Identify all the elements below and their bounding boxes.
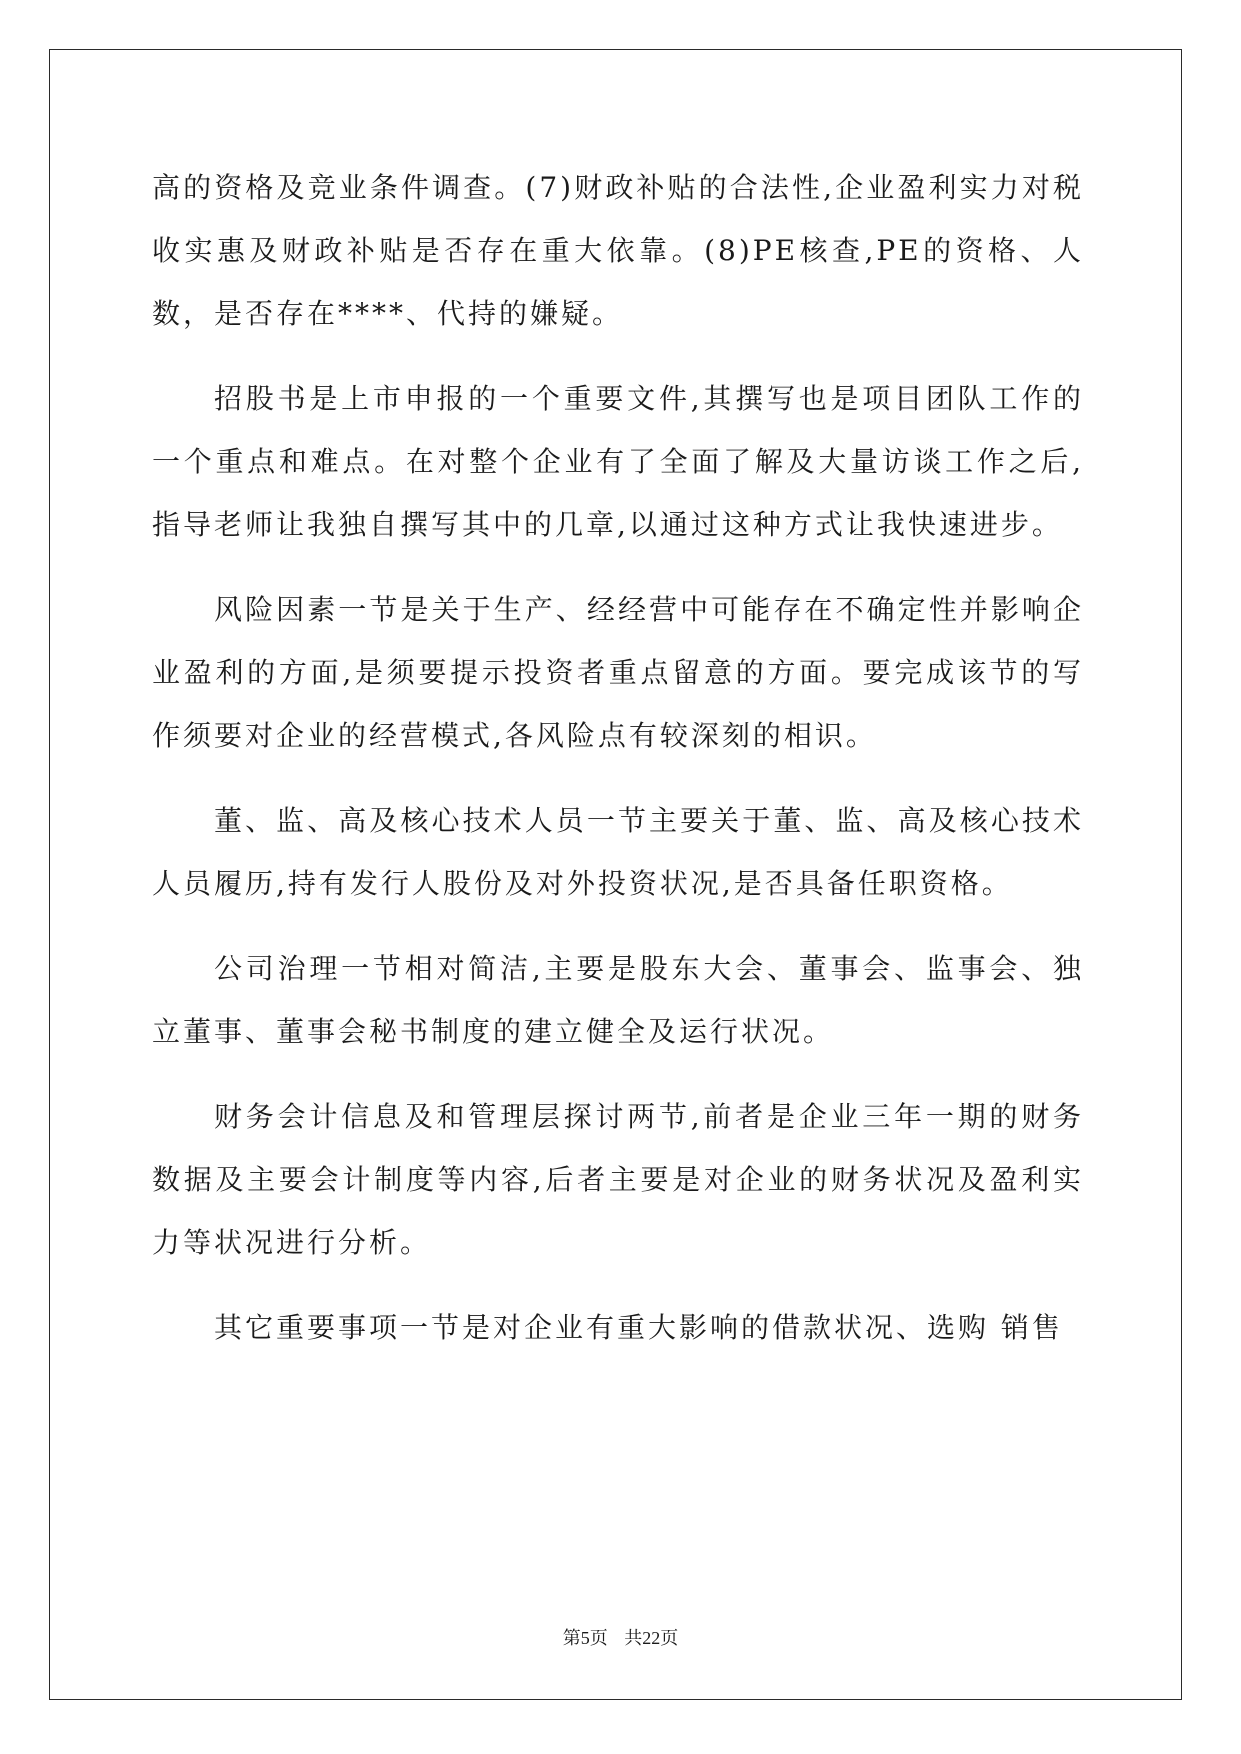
paragraph-3: 风险因素一节是关于生产、经经营中可能存在不确定性并影响企业盈利的方面,是须要提示投资者重点留意的方面。要完成该节的写作须要对企业的经营模式,各风险点有较深刻的相识。 <box>152 593 1084 752</box>
paragraph-2: 招股书是上市申报的一个重要文件,其撰写也是项目团队工作的一个重点和难点。在对整个企业有了全面了解及大量访谈工作之后,指导老师让我独自撰写其中的几章,以通过这种方式让我快速进步。 <box>152 382 1084 541</box>
page-number: 第5页 <box>562 1628 608 1648</box>
paragraph-7: 其它重要事项一节是对企业有重大影响的借款状况、选购 销售 <box>214 1311 1063 1344</box>
paragraph-4: 董、监、高及核心技术人员一节主要关于董、监、高及核心技术人员履历,持有发行人股份及对外投资状况,是否具备任职资格。 <box>152 804 1084 900</box>
paragraph-5: 公司治理一节相对简洁,主要是股东大会、董事会、监事会、独立董事、董事会秘书制度的建立健全及运行状况。 <box>152 952 1084 1048</box>
page-footer <box>0 1624 1241 1650</box>
paragraph-6: 财务会计信息及和管理层探讨两节,前者是企业三年一期的财务数据及主要会计制度等内容,后者主要是对企业的财务状况及盈利实力等状况进行分析。 <box>152 1100 1084 1259</box>
paragraph-1: 高的资格及竞业条件调查。(7)财政补贴的合法性,企业盈利实力对税收实惠及财政补贴是否存在重大依靠。(8)PE核查,PE的资格、人数，是否存在****、代持的嫌疑。 <box>152 171 1084 330</box>
page-total: 共22页 <box>624 1628 679 1648</box>
document-body <box>152 156 1084 1359</box>
